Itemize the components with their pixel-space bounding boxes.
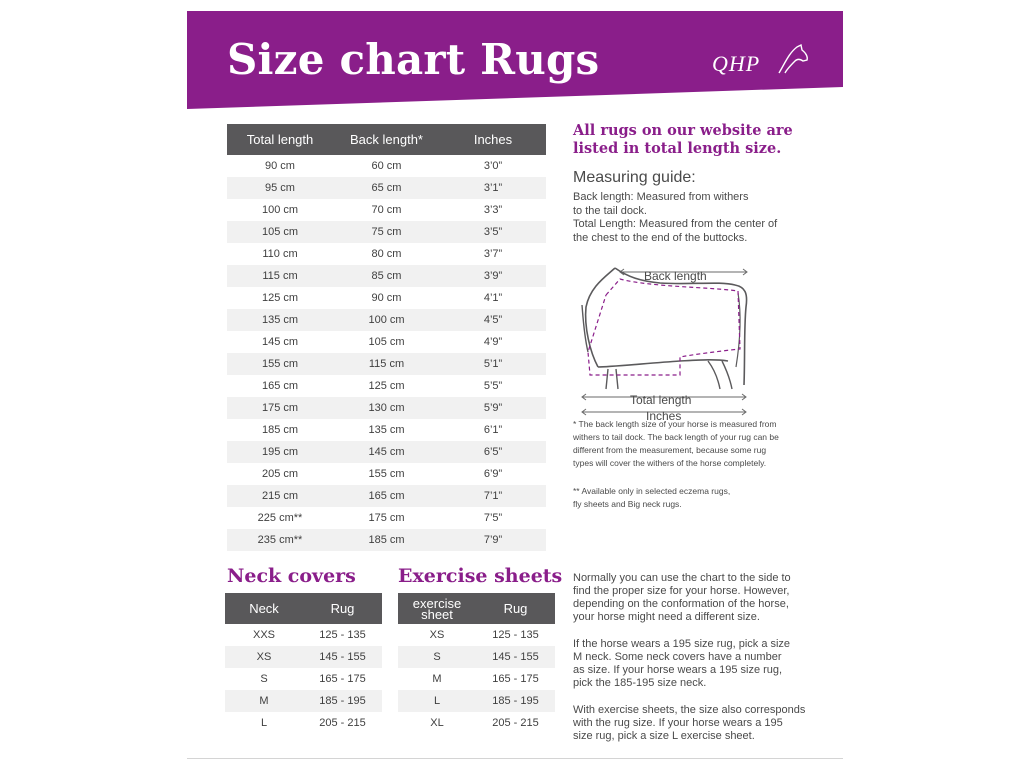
table-cell: 5’1” <box>440 353 546 375</box>
table-cell: L <box>225 712 303 734</box>
table-cell: 185 cm <box>227 419 333 441</box>
table-cell: 95 cm <box>227 177 333 199</box>
info-headline <box>573 122 823 158</box>
header-exercise-sheet <box>398 593 476 624</box>
header-rug: Rug <box>303 593 382 624</box>
table-cell: 85 cm <box>333 265 440 287</box>
back-length-label: Back length <box>644 269 707 283</box>
table-cell: 4’1” <box>440 287 546 309</box>
table-cell: 205 - 215 <box>303 712 382 734</box>
paragraph-line: your horse might need a different size. <box>573 611 760 623</box>
table-cell: XS <box>398 624 476 646</box>
table-cell: 235 cm** <box>227 529 333 551</box>
table-header-row <box>227 124 546 155</box>
table-cell: 7’9” <box>440 529 546 551</box>
header-back-length: Back length* <box>333 124 440 155</box>
neck-covers-title: Neck covers <box>227 565 356 587</box>
footnote-line: * The back length size of your horse is measured from <box>573 419 777 429</box>
table-cell: 130 cm <box>333 397 440 419</box>
table-cell: 125 cm <box>333 375 440 397</box>
table-cell: 115 cm <box>333 353 440 375</box>
paragraph-line: M neck. Some neck covers have a number <box>573 651 782 663</box>
table-row <box>227 287 546 309</box>
table-cell: 135 cm <box>227 309 333 331</box>
table-row <box>227 529 546 551</box>
table-cell: 3’3” <box>440 199 546 221</box>
guide-line-2: to the tail dock. <box>573 204 647 217</box>
table-cell: 6’9” <box>440 463 546 485</box>
table-row <box>227 309 546 331</box>
table-cell: 145 cm <box>227 331 333 353</box>
table-cell: 7’5” <box>440 507 546 529</box>
footnote-back-length <box>573 418 813 470</box>
table-cell: 145 - 155 <box>303 646 382 668</box>
table-cell: 3’5” <box>440 221 546 243</box>
paragraph-line: Normally you can use the chart to the side to <box>573 572 791 584</box>
table-row <box>227 243 546 265</box>
table-cell: 165 - 175 <box>303 668 382 690</box>
table-cell: 6’1” <box>440 419 546 441</box>
table-cell: XXS <box>225 624 303 646</box>
table-row <box>227 463 546 485</box>
table-cell: 205 cm <box>227 463 333 485</box>
paragraph-line: find the proper size for your horse. However, <box>573 585 790 597</box>
table-header-row <box>225 593 382 624</box>
exercise-sheets-table <box>398 593 555 734</box>
table-row <box>225 690 382 712</box>
table-cell: 6’5” <box>440 441 546 463</box>
total-length-label: Total length <box>630 393 692 407</box>
exercise-sheets-rows <box>398 624 555 734</box>
table-cell: 185 cm <box>333 529 440 551</box>
table-row <box>227 199 546 221</box>
table-cell: 7’1” <box>440 485 546 507</box>
table-cell: 195 cm <box>227 441 333 463</box>
table-cell: 185 - 195 <box>303 690 382 712</box>
brand-logo-text: QHP <box>712 51 761 76</box>
header-neck: Neck <box>225 593 303 624</box>
footnote-line: different from the measurement, because some rug <box>573 445 767 455</box>
measuring-guide-title: Measuring guide: <box>573 169 696 186</box>
table-cell: 125 cm <box>227 287 333 309</box>
table-cell: 125 - 135 <box>476 624 555 646</box>
table-cell: S <box>225 668 303 690</box>
header-banner <box>187 11 843 109</box>
table-row <box>398 712 555 734</box>
table-cell: S <box>398 646 476 668</box>
table-row <box>227 441 546 463</box>
guide-line-1: Back length: Measured from withers <box>573 191 749 203</box>
table-cell: 3’1” <box>440 177 546 199</box>
horse-measurement-diagram <box>580 257 770 422</box>
table-cell: 185 - 195 <box>476 690 555 712</box>
table-cell: 90 cm <box>333 287 440 309</box>
footnote-line: ** Available only in selected eczema rugs, <box>573 486 731 496</box>
table-cell: 3’7” <box>440 243 546 265</box>
paragraph-line: with the rug size. If your horse wears a 195 <box>573 717 783 729</box>
horse-head-logo-icon <box>775 43 811 77</box>
table-header-row <box>398 593 555 624</box>
table-cell: 70 cm <box>333 199 440 221</box>
size-chart-page <box>187 11 843 759</box>
table-cell: 165 cm <box>333 485 440 507</box>
neck-covers-rows <box>225 624 382 734</box>
table-cell: 3’0” <box>440 155 546 177</box>
table-cell: 155 cm <box>227 353 333 375</box>
rug-size-rows <box>227 155 546 551</box>
table-cell: 75 cm <box>333 221 440 243</box>
header-exercise-line-2: sheet <box>421 606 453 622</box>
table-cell: 175 cm <box>227 397 333 419</box>
paragraph-line: pick the 185-195 size neck. <box>573 677 707 689</box>
table-cell: 155 cm <box>333 463 440 485</box>
guide-line-3: Total Length: Measured from the center of <box>573 218 778 230</box>
table-row <box>227 331 546 353</box>
header-total-length: Total length <box>227 124 333 155</box>
page-title: Size chart Rugs <box>227 35 600 84</box>
table-cell: 165 cm <box>227 375 333 397</box>
table-cell: M <box>225 690 303 712</box>
paragraph-exercise <box>573 704 813 743</box>
paragraph-line: If the horse wears a 195 size rug, pick a size <box>573 638 791 650</box>
table-cell: 145 cm <box>333 441 440 463</box>
table-cell: 205 - 215 <box>476 712 555 734</box>
table-row <box>227 221 546 243</box>
table-cell: 135 cm <box>333 419 440 441</box>
headline-line-1: All rugs on our website are <box>573 122 793 139</box>
table-cell: 100 cm <box>227 199 333 221</box>
footnote-line: withers to tail dock. The back length of your rug can be <box>573 432 779 442</box>
paragraph-line: depending on the conformation of the horse, <box>573 598 789 610</box>
table-cell: 60 cm <box>333 155 440 177</box>
guide-line-4: the chest to the end of the buttocks. <box>573 231 748 244</box>
table-row <box>225 646 382 668</box>
table-row <box>398 624 555 646</box>
table-row <box>227 177 546 199</box>
table-cell: 3’9” <box>440 265 546 287</box>
table-cell: 115 cm <box>227 265 333 287</box>
footnote-line: fly sheets and Big neck rugs. <box>573 499 682 509</box>
table-row <box>227 265 546 287</box>
rug-size-table <box>227 124 546 551</box>
neck-covers-table <box>225 593 382 734</box>
table-cell: 5’9” <box>440 397 546 419</box>
header-rug: Rug <box>476 593 555 624</box>
table-cell: 4’5” <box>440 309 546 331</box>
paragraph-line: as size. If your horse wears a 195 size rug, <box>573 664 783 676</box>
table-cell: 105 cm <box>227 221 333 243</box>
table-row <box>227 353 546 375</box>
table-cell: 215 cm <box>227 485 333 507</box>
table-row <box>225 712 382 734</box>
table-row <box>227 507 546 529</box>
table-cell: 225 cm** <box>227 507 333 529</box>
table-cell: 165 - 175 <box>476 668 555 690</box>
table-cell: 80 cm <box>333 243 440 265</box>
paragraph-line: size rug, pick a size L exercise sheet. <box>573 730 755 742</box>
inches-label: Inches <box>646 409 682 423</box>
table-row <box>227 155 546 177</box>
table-cell: 5’5” <box>440 375 546 397</box>
header-inches: Inches <box>440 124 546 155</box>
table-cell: XS <box>225 646 303 668</box>
table-cell: 145 - 155 <box>476 646 555 668</box>
paragraph-neck <box>573 638 813 690</box>
headline-line-2: listed in total length size. <box>573 140 782 157</box>
paragraph-line: With exercise sheets, the size also corresponds <box>573 704 806 716</box>
table-row <box>398 690 555 712</box>
table-row <box>227 419 546 441</box>
table-row <box>227 485 546 507</box>
bottom-divider <box>187 758 843 759</box>
table-row <box>398 668 555 690</box>
table-cell: 175 cm <box>333 507 440 529</box>
measuring-guide-text <box>573 191 813 245</box>
table-row <box>227 397 546 419</box>
table-row <box>225 668 382 690</box>
table-row <box>227 375 546 397</box>
table-row <box>225 624 382 646</box>
table-cell: 65 cm <box>333 177 440 199</box>
table-cell: L <box>398 690 476 712</box>
table-cell: 90 cm <box>227 155 333 177</box>
footnote-line: types will cover the withers of the horse completely. <box>573 458 767 468</box>
table-cell: 125 - 135 <box>303 624 382 646</box>
footnote-availability <box>573 485 813 511</box>
table-cell: 105 cm <box>333 331 440 353</box>
table-row <box>398 646 555 668</box>
table-cell: XL <box>398 712 476 734</box>
table-cell: 110 cm <box>227 243 333 265</box>
paragraph-general <box>573 572 813 624</box>
table-cell: M <box>398 668 476 690</box>
header-exercise-line-1: exercise <box>412 595 462 611</box>
table-cell: 4’9” <box>440 331 546 353</box>
exercise-sheets-title: Exercise sheets <box>398 565 563 587</box>
table-cell: 100 cm <box>333 309 440 331</box>
